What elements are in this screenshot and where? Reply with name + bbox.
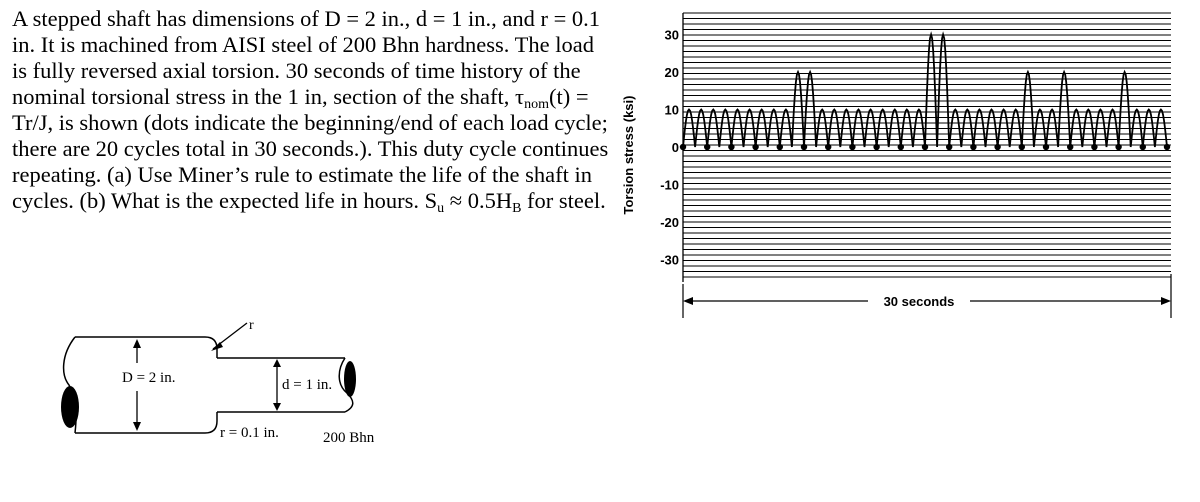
y-tick-label: -30 — [660, 252, 679, 268]
d-arrowhead-bottom — [273, 403, 281, 411]
cycle-boundary-dot — [752, 144, 758, 150]
x-axis-label: 30 seconds — [883, 294, 955, 309]
stress-cycle-15 — [1022, 72, 1046, 147]
y-tick-label: -10 — [660, 177, 679, 193]
y-tick-label: 30 — [664, 27, 679, 43]
cycle-boundary-dot — [873, 144, 879, 150]
stress-cycle-5 — [780, 72, 804, 147]
cycle-boundary-dot — [680, 144, 686, 150]
fillet-radius-label: r = 0.1 in. — [220, 425, 279, 441]
problem-text-part-2: (t) = Tr/J, is shown (dots indicate the beginning/end of each load cycle; there are 20 cycles total in 30 seconds.). This duty cycle continues repeating. (a) Use Miner’s rule to estimate the life of the shaft in cycles. (b) What is the expected life in hours. S — [12, 84, 609, 213]
cycle-boundary-dot — [898, 144, 904, 150]
cycle-boundary-dot — [922, 144, 928, 150]
problem-statement — [12, 6, 612, 214]
cycle-boundary-dot — [1043, 144, 1049, 150]
cycle-boundary-dot — [1140, 144, 1146, 150]
cycle-boundary-dot — [728, 144, 734, 150]
cycle-boundary-dot — [704, 144, 710, 150]
cycle-boundary-dot — [849, 144, 855, 150]
cycle-boundary-dot — [801, 144, 807, 150]
stress-cycle-6 — [804, 72, 828, 147]
problem-text-part-4: for steel. — [521, 188, 606, 213]
y-axis-label: Torsion stress (ksi) — [621, 95, 636, 215]
cycle-boundary-dot — [994, 144, 1000, 150]
problem-sub-u: u — [437, 201, 445, 216]
D-arrowhead-top — [133, 339, 141, 348]
problem-text-part-1: A stepped shaft has dimensions of D = 2 in., d = 1 in., and r = 0.1 in. It is machined from AISI steel of 200 Bhn hardness. The load is fully reversed axial torsion. 30 seconds of time history of the nominal torsional stress in the 1 in, section of the shaft, τ — [12, 6, 601, 109]
cycle-boundary-dot — [1115, 144, 1121, 150]
D-label: D = 2 in. — [122, 370, 176, 386]
torsion-stress-chart — [615, 0, 1200, 330]
d-arrowhead-top — [273, 359, 281, 367]
stepped-shaft-figure — [55, 315, 395, 445]
x-extent-arrow-right — [1161, 297, 1171, 305]
cycle-boundary-dot — [777, 144, 783, 150]
cycle-boundary-dot — [1019, 144, 1025, 150]
y-tick-label: -20 — [660, 215, 679, 230]
x-extent-arrow-left — [683, 297, 693, 305]
cycle-boundary-dot — [825, 144, 831, 150]
cycle-boundary-dot — [1091, 144, 1097, 150]
stress-cycle-19 — [1119, 72, 1143, 147]
problem-sub-b: B — [512, 201, 522, 216]
d-label: d = 1 in. — [282, 377, 333, 393]
y-tick-label: 10 — [664, 102, 679, 118]
problem-text-part-3: ≈ 0.5H — [444, 188, 513, 213]
cycle-boundary-dot — [970, 144, 976, 150]
cycle-boundary-dot — [1164, 144, 1170, 150]
shaft-left-section-fill — [61, 386, 79, 428]
shaft-right-section-fill — [344, 361, 356, 397]
y-tick-label: 0 — [671, 140, 679, 155]
D-arrowhead-bottom — [133, 422, 141, 431]
stress-cycle-16 — [1046, 72, 1070, 147]
y-tick-label: 20 — [664, 65, 679, 80]
material-label: 200 Bhn — [323, 430, 375, 445]
cycle-boundary-dot — [946, 144, 952, 150]
cycle-boundary-dot — [1067, 144, 1073, 150]
problem-sub-nom: nom — [524, 97, 549, 112]
fillet-pointer-label: r — [249, 318, 254, 333]
